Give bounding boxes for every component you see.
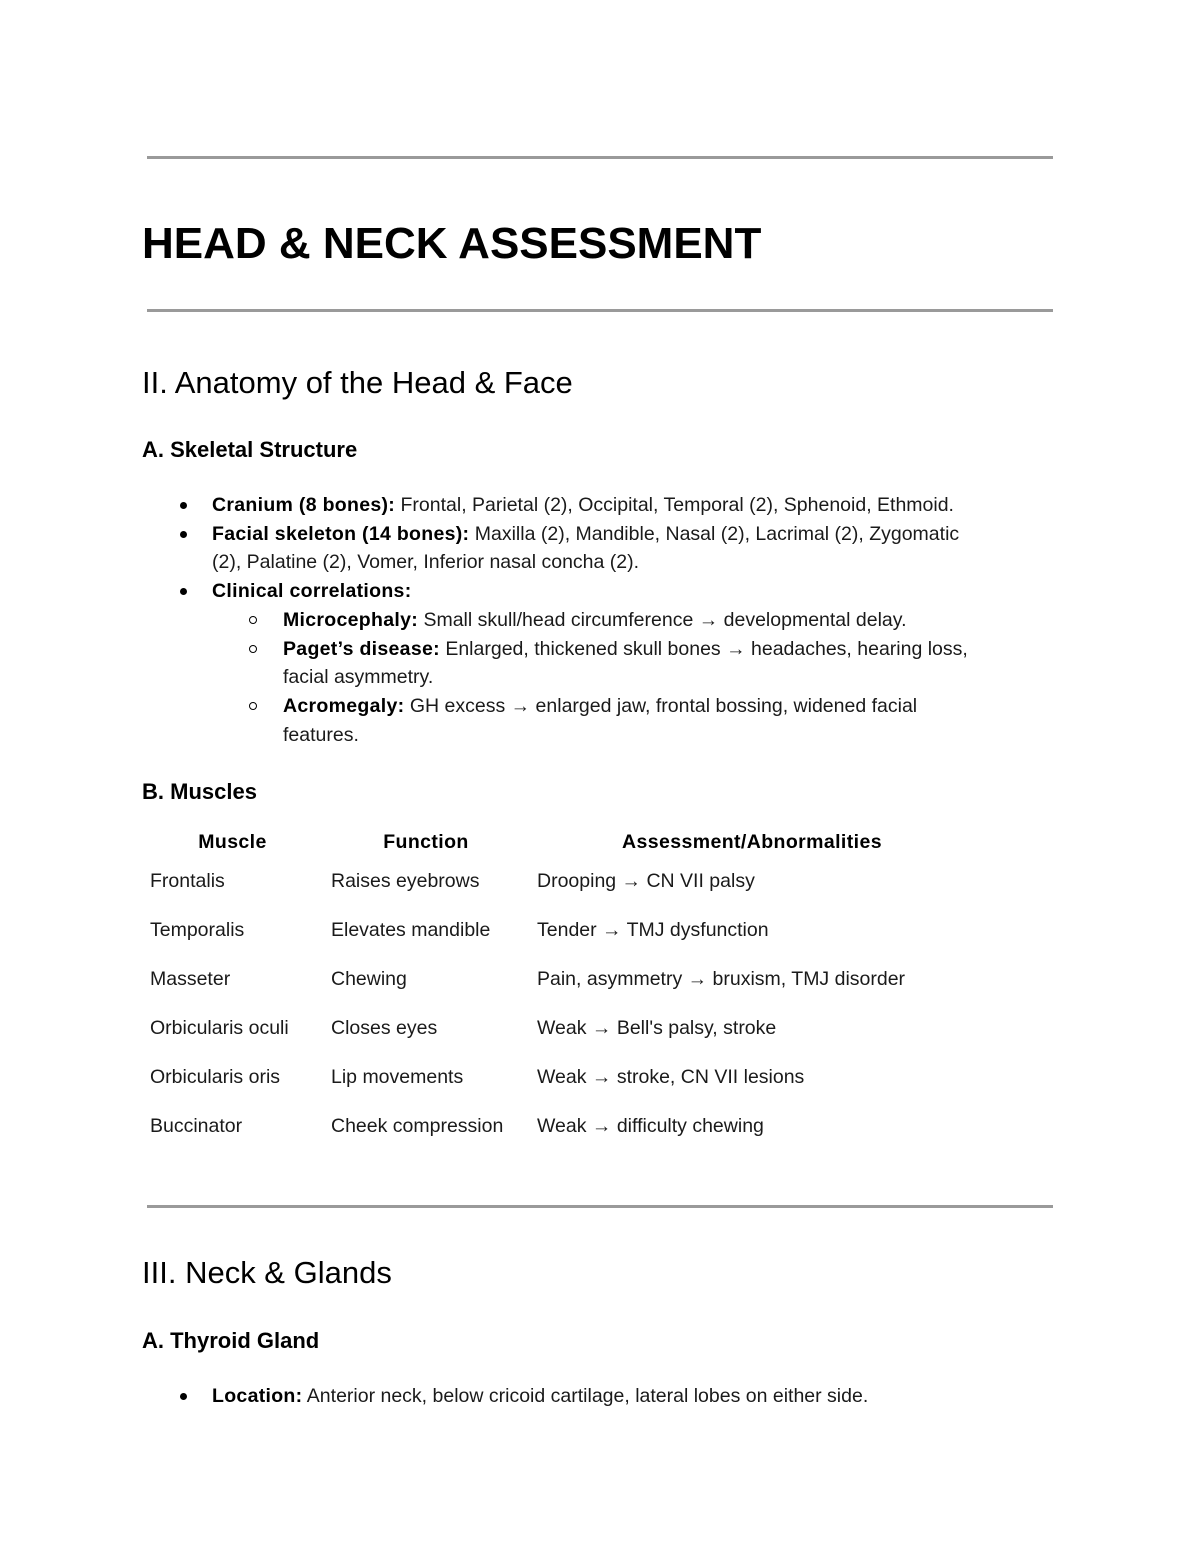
list-item-microcephaly xyxy=(142,606,968,635)
facial-label: Facial skeleton (14 bones): xyxy=(212,522,470,545)
cell-function: Closes eyes xyxy=(331,1017,438,1039)
cell-function: Raises eyebrows xyxy=(331,870,480,892)
cell-muscle: Temporalis xyxy=(150,919,245,941)
acromegaly-text-line2: features. xyxy=(283,723,359,746)
cell-muscle: Masseter xyxy=(150,968,231,990)
acromegaly-label: Acromegaly: xyxy=(283,694,405,717)
column-header-muscle: Muscle xyxy=(198,830,267,853)
cell-assessment: Weak → stroke, CN VII lesions xyxy=(537,1066,805,1088)
muscles-table xyxy=(142,826,975,1152)
cell-muscle: Orbicularis oculi xyxy=(150,1017,289,1039)
pagets-text-line2: facial asymmetry. xyxy=(283,666,434,689)
facial-text-line2: (2), Palatine (2), Vomer, Inferior nasal concha (2). xyxy=(212,551,640,574)
clinical-label: Clinical correlations: xyxy=(212,580,412,603)
divider-top xyxy=(147,156,1053,159)
table-row xyxy=(142,907,975,956)
table-row xyxy=(142,858,975,907)
subheading-skeletal-structure: A. Skeletal Structure xyxy=(142,437,358,462)
cell-muscle: Buccinator xyxy=(150,1115,243,1137)
microcephaly-label: Microcephaly: xyxy=(283,608,419,631)
location-label: Location: xyxy=(212,1385,303,1407)
column-header-assessment: Assessment/Abnormalities xyxy=(622,830,882,853)
divider-under-title xyxy=(147,309,1053,312)
cell-function: Elevates mandible xyxy=(331,919,491,941)
cell-assessment: Drooping → CN VII palsy xyxy=(537,870,755,892)
cell-function: Chewing xyxy=(331,968,407,990)
divider-section-3 xyxy=(147,1205,1053,1208)
list-item-cranium xyxy=(142,491,968,520)
list-item-acromegaly xyxy=(142,692,968,749)
page-title: HEAD & NECK ASSESSMENT xyxy=(142,219,762,268)
list-item-clinical-correlations xyxy=(142,577,968,606)
cranium-label: Cranium (8 bones): xyxy=(212,494,396,516)
section-heading-neck-glands: III. Neck & Glands xyxy=(142,1255,392,1290)
cell-muscle: Orbicularis oris xyxy=(150,1066,281,1088)
table-row xyxy=(142,1054,975,1103)
list-item-pagets-disease xyxy=(142,635,968,692)
cell-assessment: Weak → difficulty chewing xyxy=(537,1115,764,1137)
subheading-muscles: B. Muscles xyxy=(142,779,257,804)
cell-function: Cheek compression xyxy=(331,1115,504,1137)
microcephaly-text: Small skull/head circumference → developmental delay. xyxy=(418,608,907,631)
facial-text-line1: Maxilla (2), Mandible, Nasal (2), Lacrimal (2), Zygomatic xyxy=(469,522,960,545)
cell-function: Lip movements xyxy=(331,1066,464,1088)
column-header-function: Function xyxy=(383,830,469,853)
pagets-label: Paget’s disease: xyxy=(283,637,440,660)
list-item-location xyxy=(142,1382,868,1411)
subheading-thyroid-gland: A. Thyroid Gland xyxy=(142,1328,320,1353)
cell-assessment: Weak → Bell's palsy, stroke xyxy=(537,1017,777,1039)
cell-muscle: Frontalis xyxy=(150,870,225,892)
table-header-row xyxy=(142,826,975,858)
pagets-text-line1: Enlarged, thickened skull bones → headaches, hearing loss, xyxy=(439,637,968,660)
cell-assessment: Tender → TMJ dysfunction xyxy=(537,919,769,941)
cell-assessment: Pain, asymmetry → bruxism, TMJ disorder xyxy=(537,968,906,990)
acromegaly-text-line1: GH excess → enlarged jaw, frontal bossing, widened facial xyxy=(404,694,918,717)
section-heading-anatomy: II. Anatomy of the Head & Face xyxy=(142,365,573,400)
cranium-text: Frontal, Parietal (2), Occipital, Temporal (2), Sphenoid, Ethmoid. xyxy=(395,494,954,516)
thyroid-bullet-list xyxy=(142,1382,868,1411)
skeletal-bullet-list xyxy=(142,491,968,749)
list-item-facial-skeleton xyxy=(142,520,968,577)
table-row xyxy=(142,1103,975,1152)
table-row xyxy=(142,1005,975,1054)
table-row xyxy=(142,956,975,1005)
location-text: Anterior neck, below cricoid cartilage, lateral lobes on either side. xyxy=(302,1385,869,1407)
